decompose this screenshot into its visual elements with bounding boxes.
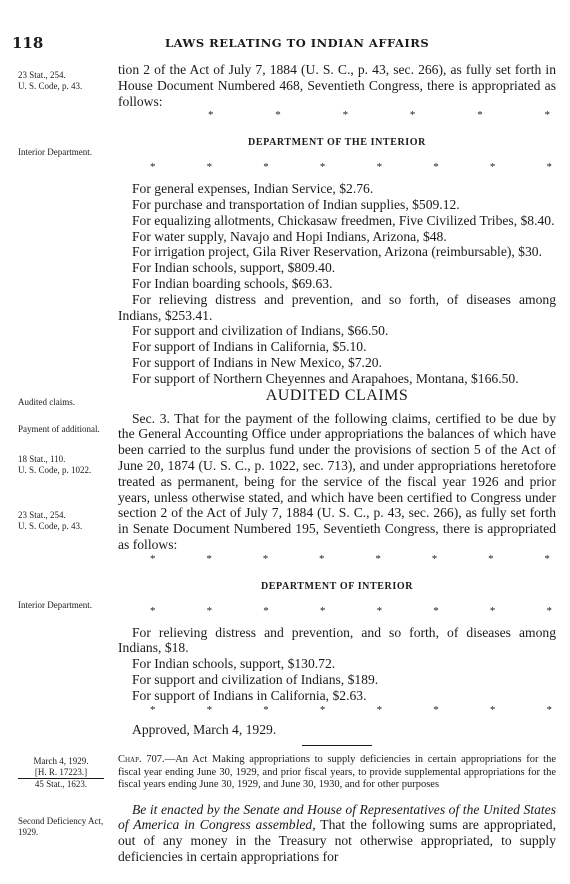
margin-citation: U. S. Code, p. 43. [18,521,83,531]
page-number: 118 [12,34,44,52]
margin-note: Audited claims. [18,397,75,407]
margin-note [18,70,118,92]
enacting-clause [118,802,556,865]
margin-note [18,510,118,532]
margin-citation: U. S. Code, p. 1022. [18,465,92,475]
section-heading: DEPARTMENT OF INTERIOR [260,580,414,592]
chapter-number: Chap. 707. [118,754,165,766]
margin-bill: [H. R. 17223.] [18,767,104,779]
margin-note [18,454,118,476]
appropriation-item: For support and civilization of Indians, $189. [132,671,379,687]
appropriation-item: For relieving distress and prevention, and so forth, of diseases among Indians, $18. [118,624,556,656]
section-divider [302,745,372,746]
omission-stars: * * * * * * * * [150,552,550,565]
margin-note: Payment of additional. [18,424,100,434]
appropriation-item: For general expenses, Indian Service, $2.76. [132,181,374,197]
omission-stars: * * * * * * [208,109,550,122]
omission-stars: * * * * * * * * [150,604,552,617]
margin-citation: 45 Stat., 1623. [34,779,88,789]
appropriation-item: For equalizing allotments, Chickasaw freedmen, Five Civilized Tribes, $8.40. [132,212,555,228]
margin-citation: U. S. Code, p. 43. [18,81,83,91]
section-heading: DEPARTMENT OF THE INTERIOR [248,137,426,149]
body-column [118,62,556,865]
opening-paragraph: tion 2 of the Act of July 7, 1884 (U. S. C., p. 43, sec. 266), as fully set forth in House Document Numbered 468, Seventieth Congress, there is appropriated as follows: [118,62,556,109]
approval-line: Approved, March 4, 1929. [132,721,277,737]
appropriation-item: For Indian schools, support, $130.72. [132,656,336,672]
margin-date: March 4, 1929. [33,756,89,766]
appropriation-item: For relieving distress and prevention, and so forth, of diseases among Indians, $253.41. [118,291,556,323]
running-title: LAWS RELATING TO INDIAN AFFAIRS [165,36,430,50]
section-3-paragraph: Sec. 3. That for the payment of the following claims, certified to be due by the General Accounting Office under appropriations the balances of which have been carried to the surplus fund under the provisions of section 5 of the Act of June 20, 1874 (U. S. C., p. 1022, sec. 713), and under appropriations heretofore treated as permanent, being for the service of the fiscal year 1926 and prior years, unless otherwise stated, and which have been certified to Congress under section 2 of the Act of July 7, 1884 (U. S. C., p. 43, sec. 266), as fully set forth in Senate Document Numbered 195, Seventieth Congress, there is appropriated as follows: [118,410,556,552]
omission-stars: * * * * * * * * [150,161,552,174]
margin-note: Interior Department. [18,600,92,610]
appropriation-item: For water supply, Navajo and Hopi Indians, Arizona, $48. [132,228,447,244]
appropriation-item: For support of Northern Cheyennes and Arapahoes, Montana, $166.50. [132,370,519,386]
margin-citation: 18 Stat., 110. [18,454,66,464]
margin-note: Second Deficiency Act, 1929. [18,816,104,837]
appropriation-item: For support of Indians in California, $2.63. [132,687,367,703]
enacting-formula: Be it enacted by the Senate and House of Representatives of the United States of America in Congress assembled, [118,801,556,833]
enacting-text: That the following sums are appropriated, out of any money in the Treasury not otherwise appropriated, to supply deficiencies in certain appropriations for [118,817,556,864]
audited-claims-title: AUDITED CLAIMS [265,386,409,404]
appropriation-item: For support and civilization of Indians, $66.50. [132,323,389,339]
appropriation-item: For support of Indians in New Mexico, $7.20. [132,354,382,370]
appropriation-item: For Indian schools, support, $809.40. [132,260,336,276]
margin-note [18,756,104,790]
appropriation-item: For Indian boarding schools, $69.63. [132,275,333,291]
appropriation-item: For support of Indians in California, $5.10. [132,339,367,355]
chapter-title [118,754,556,791]
margin-citation: 23 Stat., 254. [18,70,66,80]
margin-note: Interior Department. [18,147,92,157]
margin-citation: 23 Stat., 254. [18,510,66,520]
appropriation-item: For irrigation project, Gila River Reservation, Arizona (reimbursable), $30. [132,244,542,260]
chapter-description: —An Act Making appropriations to supply deficiencies in certain appropriations for the fiscal year ending June 30, 1929, and prior fiscal years, to provide supplemental appropriations for the fiscal years ending June 30, 1929, and June 30, 1930, and for other purposes [118,754,556,791]
omission-stars: * * * * * * * * [150,703,552,716]
appropriation-item: For purchase and transportation of Indian supplies, $509.12. [132,196,460,212]
